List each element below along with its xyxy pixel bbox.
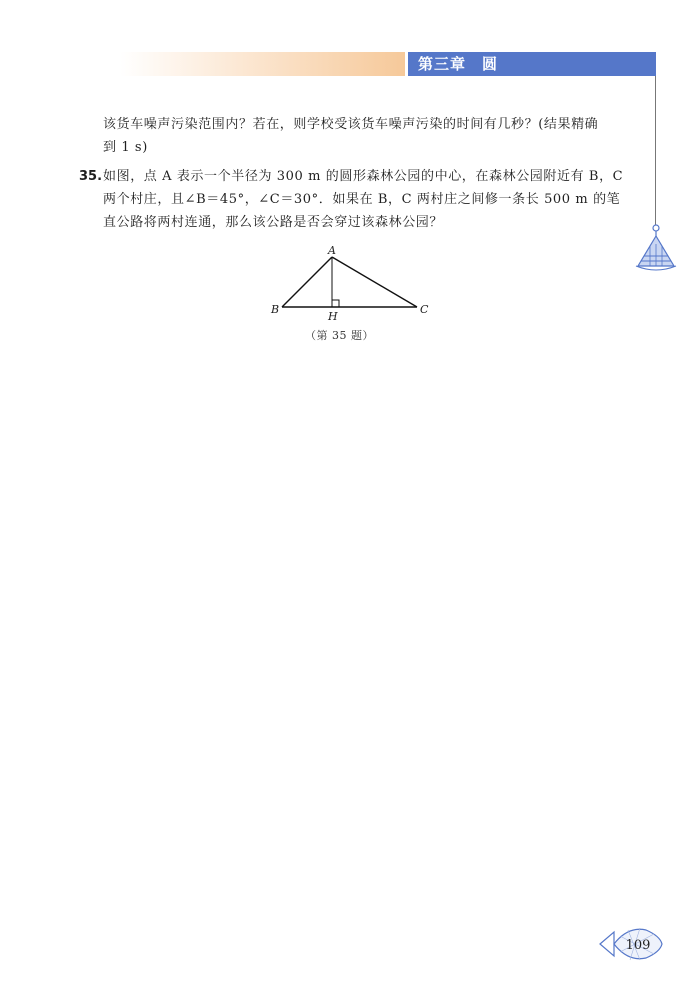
question-35-line-2: 两个村庄，且∠B＝45°，∠C＝30°．如果在 B，C 两村庄之间修一条长 500 m 的笔 xyxy=(103,192,621,207)
segment-ac xyxy=(332,257,417,307)
question-number: 35. xyxy=(79,169,103,184)
question-35-line-3: 直公路将两村连通，那么该公路是否会穿过该森林公园？ xyxy=(103,215,444,230)
label-h: H xyxy=(328,310,338,323)
figure-caption: （第 35 题） xyxy=(305,329,374,342)
triangle-figure xyxy=(262,243,442,323)
compass-icon xyxy=(632,222,680,274)
page-number: 109 xyxy=(625,938,651,953)
continuation-line-1: 该货车噪声污染范围内？若在，则学校受该货车噪声污染的时间有几秒？(结果精确 xyxy=(103,117,599,132)
label-b: B xyxy=(271,303,280,316)
question-35-line-1: 如图，点 A 表示一个半径为 300 m 的圆形森林公园的中心，在森林公园附近有 B，C xyxy=(103,169,624,184)
fish-ornament-icon xyxy=(596,920,666,968)
right-angle-mark xyxy=(332,300,339,307)
label-a: A xyxy=(328,244,336,257)
chapter-title: 第三章 圆 xyxy=(408,52,656,76)
continuation-line-2: 到 1 s) xyxy=(103,140,148,155)
label-c: C xyxy=(420,303,429,316)
segment-ab xyxy=(282,257,332,307)
header-decoration xyxy=(120,52,405,76)
margin-rule xyxy=(655,76,656,226)
